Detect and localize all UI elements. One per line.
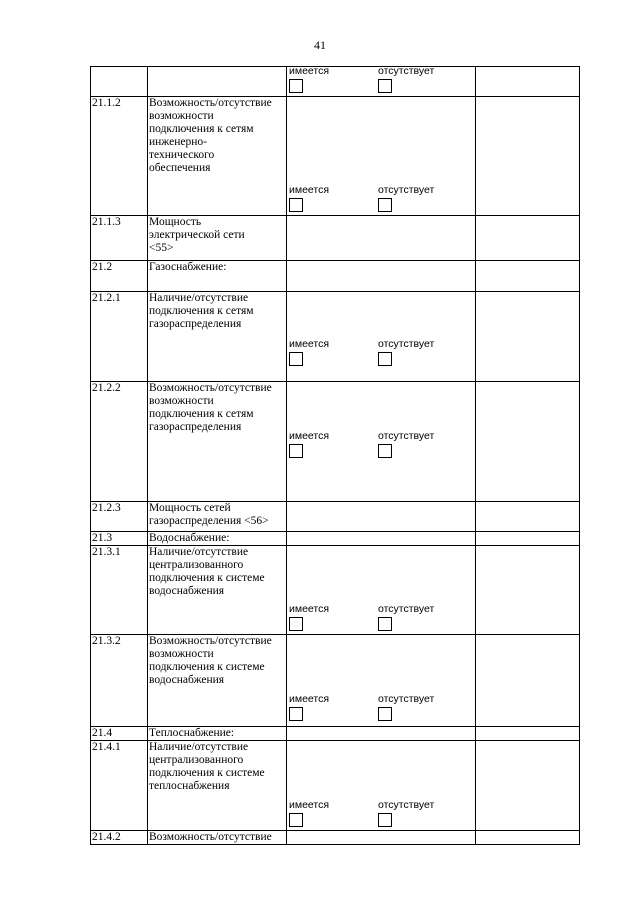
choice-present-label: имеется <box>289 338 330 350</box>
choice-present[interactable] <box>289 799 329 827</box>
table-row <box>91 97 580 216</box>
row-options <box>287 382 476 502</box>
table-row <box>91 831 580 845</box>
checkbox-absent[interactable] <box>378 444 392 458</box>
row-description: Водоснабжение: <box>148 532 287 546</box>
choice-group <box>288 338 472 369</box>
checkbox-absent[interactable] <box>378 79 392 93</box>
choice-absent-label: отсутствует <box>378 693 435 705</box>
row-extra <box>476 532 580 546</box>
row-options <box>287 727 476 741</box>
row-description: Возможность/отсутствие возможности подключения к системе водоснабжения <box>148 635 287 727</box>
row-description: Возможность/отсутствие возможности подключения к сетям инженерно- технического обеспечения <box>148 97 287 216</box>
row-number: 21.1.2 <box>91 97 148 216</box>
choice-absent-label: отсутствует <box>378 65 435 77</box>
row-number: 21.1.3 <box>91 216 148 261</box>
row-options <box>287 97 476 216</box>
checkbox-present[interactable] <box>289 707 303 721</box>
choice-present-label: имеется <box>289 65 330 77</box>
checkbox-absent[interactable] <box>378 617 392 631</box>
choice-group <box>288 693 472 724</box>
choice-absent[interactable] <box>378 65 434 93</box>
table-row <box>91 532 580 546</box>
row-number: 21.2.1 <box>91 292 148 382</box>
checkbox-present[interactable] <box>289 79 303 93</box>
table-row <box>91 292 580 382</box>
row-extra <box>476 831 580 845</box>
checkbox-absent[interactable] <box>378 813 392 827</box>
row-extra <box>476 67 580 97</box>
row-description: Мощность сетей газораспределения <56> <box>148 502 287 532</box>
choice-group <box>288 184 472 215</box>
choice-absent[interactable] <box>378 184 434 212</box>
checkbox-present[interactable] <box>289 617 303 631</box>
row-options <box>287 546 476 635</box>
row-description: Возможность/отсутствие <box>148 831 287 845</box>
table-row <box>91 382 580 502</box>
checkbox-present[interactable] <box>289 198 303 212</box>
row-description: Возможность/отсутствие возможности подключения к сетям газораспределения <box>148 382 287 502</box>
table-row <box>91 635 580 727</box>
choice-present[interactable] <box>289 184 329 212</box>
checkbox-present[interactable] <box>289 352 303 366</box>
choice-absent[interactable] <box>378 338 434 366</box>
choice-group <box>288 603 472 634</box>
choice-group <box>288 65 472 96</box>
table-row <box>91 546 580 635</box>
row-description: Теплоснабжение: <box>148 727 287 741</box>
choice-absent-label: отсутствует <box>378 184 435 196</box>
checkbox-present[interactable] <box>289 444 303 458</box>
row-extra <box>476 635 580 727</box>
choice-absent-label: отсутствует <box>378 799 435 811</box>
checkbox-absent[interactable] <box>378 198 392 212</box>
choice-absent-label: отсутствует <box>378 338 435 350</box>
choice-present-label: имеется <box>289 603 330 615</box>
choice-absent[interactable] <box>378 693 434 721</box>
row-number: 21.2.3 <box>91 502 148 532</box>
choice-absent-label: отсутствует <box>378 603 435 615</box>
choice-absent-label: отсутствует <box>378 430 435 442</box>
checkbox-absent[interactable] <box>378 352 392 366</box>
table-row <box>91 741 580 831</box>
choice-group <box>288 799 472 830</box>
row-options <box>287 261 476 292</box>
row-extra <box>476 382 580 502</box>
row-options <box>287 831 476 845</box>
choice-present[interactable] <box>289 65 329 93</box>
row-number: 21.4.1 <box>91 741 148 831</box>
table-row <box>91 727 580 741</box>
row-description: Газоснабжение: <box>148 261 287 292</box>
row-options <box>287 532 476 546</box>
choice-absent[interactable] <box>378 799 434 827</box>
form-table <box>90 66 580 845</box>
page-number: 41 <box>314 38 326 52</box>
row-description: Наличие/отсутствие подключения к сетям газораспределения <box>148 292 287 382</box>
choice-present-label: имеется <box>289 693 330 705</box>
row-description <box>148 67 287 97</box>
row-description: Наличие/отсутствие централизованного подключения к системе водоснабжения <box>148 546 287 635</box>
row-number: 21.4 <box>91 727 148 741</box>
row-options <box>287 741 476 831</box>
row-options <box>287 292 476 382</box>
row-extra <box>476 546 580 635</box>
row-options <box>287 216 476 261</box>
row-extra <box>476 261 580 292</box>
row-number <box>91 67 148 97</box>
row-number: 21.3.2 <box>91 635 148 727</box>
row-options <box>287 502 476 532</box>
choice-present-label: имеется <box>289 184 330 196</box>
table-row <box>91 67 580 97</box>
row-extra <box>476 502 580 532</box>
row-number: 21.2 <box>91 261 148 292</box>
table-row <box>91 261 580 292</box>
choice-present[interactable] <box>289 603 329 631</box>
row-description: Мощность электрической сети <55> <box>148 216 287 261</box>
row-number: 21.3 <box>91 532 148 546</box>
checkbox-present[interactable] <box>289 813 303 827</box>
checkbox-absent[interactable] <box>378 707 392 721</box>
choice-group <box>288 430 472 461</box>
row-number: 21.2.2 <box>91 382 148 502</box>
row-options <box>287 635 476 727</box>
choice-absent[interactable] <box>378 603 434 631</box>
choice-present-label: имеется <box>289 430 330 442</box>
row-extra <box>476 216 580 261</box>
row-description: Наличие/отсутствие централизованного подключения к системе теплоснабжения <box>148 741 287 831</box>
choice-present[interactable] <box>289 430 329 458</box>
row-extra <box>476 727 580 741</box>
row-number: 21.4.2 <box>91 831 148 845</box>
choice-present-label: имеется <box>289 799 330 811</box>
row-number: 21.3.1 <box>91 546 148 635</box>
row-extra <box>476 292 580 382</box>
table-row <box>91 502 580 532</box>
table-row <box>91 216 580 261</box>
choice-present[interactable] <box>289 338 329 366</box>
row-extra <box>476 97 580 216</box>
choice-present[interactable] <box>289 693 329 721</box>
row-extra <box>476 741 580 831</box>
choice-absent[interactable] <box>378 430 434 458</box>
row-options <box>287 67 476 97</box>
